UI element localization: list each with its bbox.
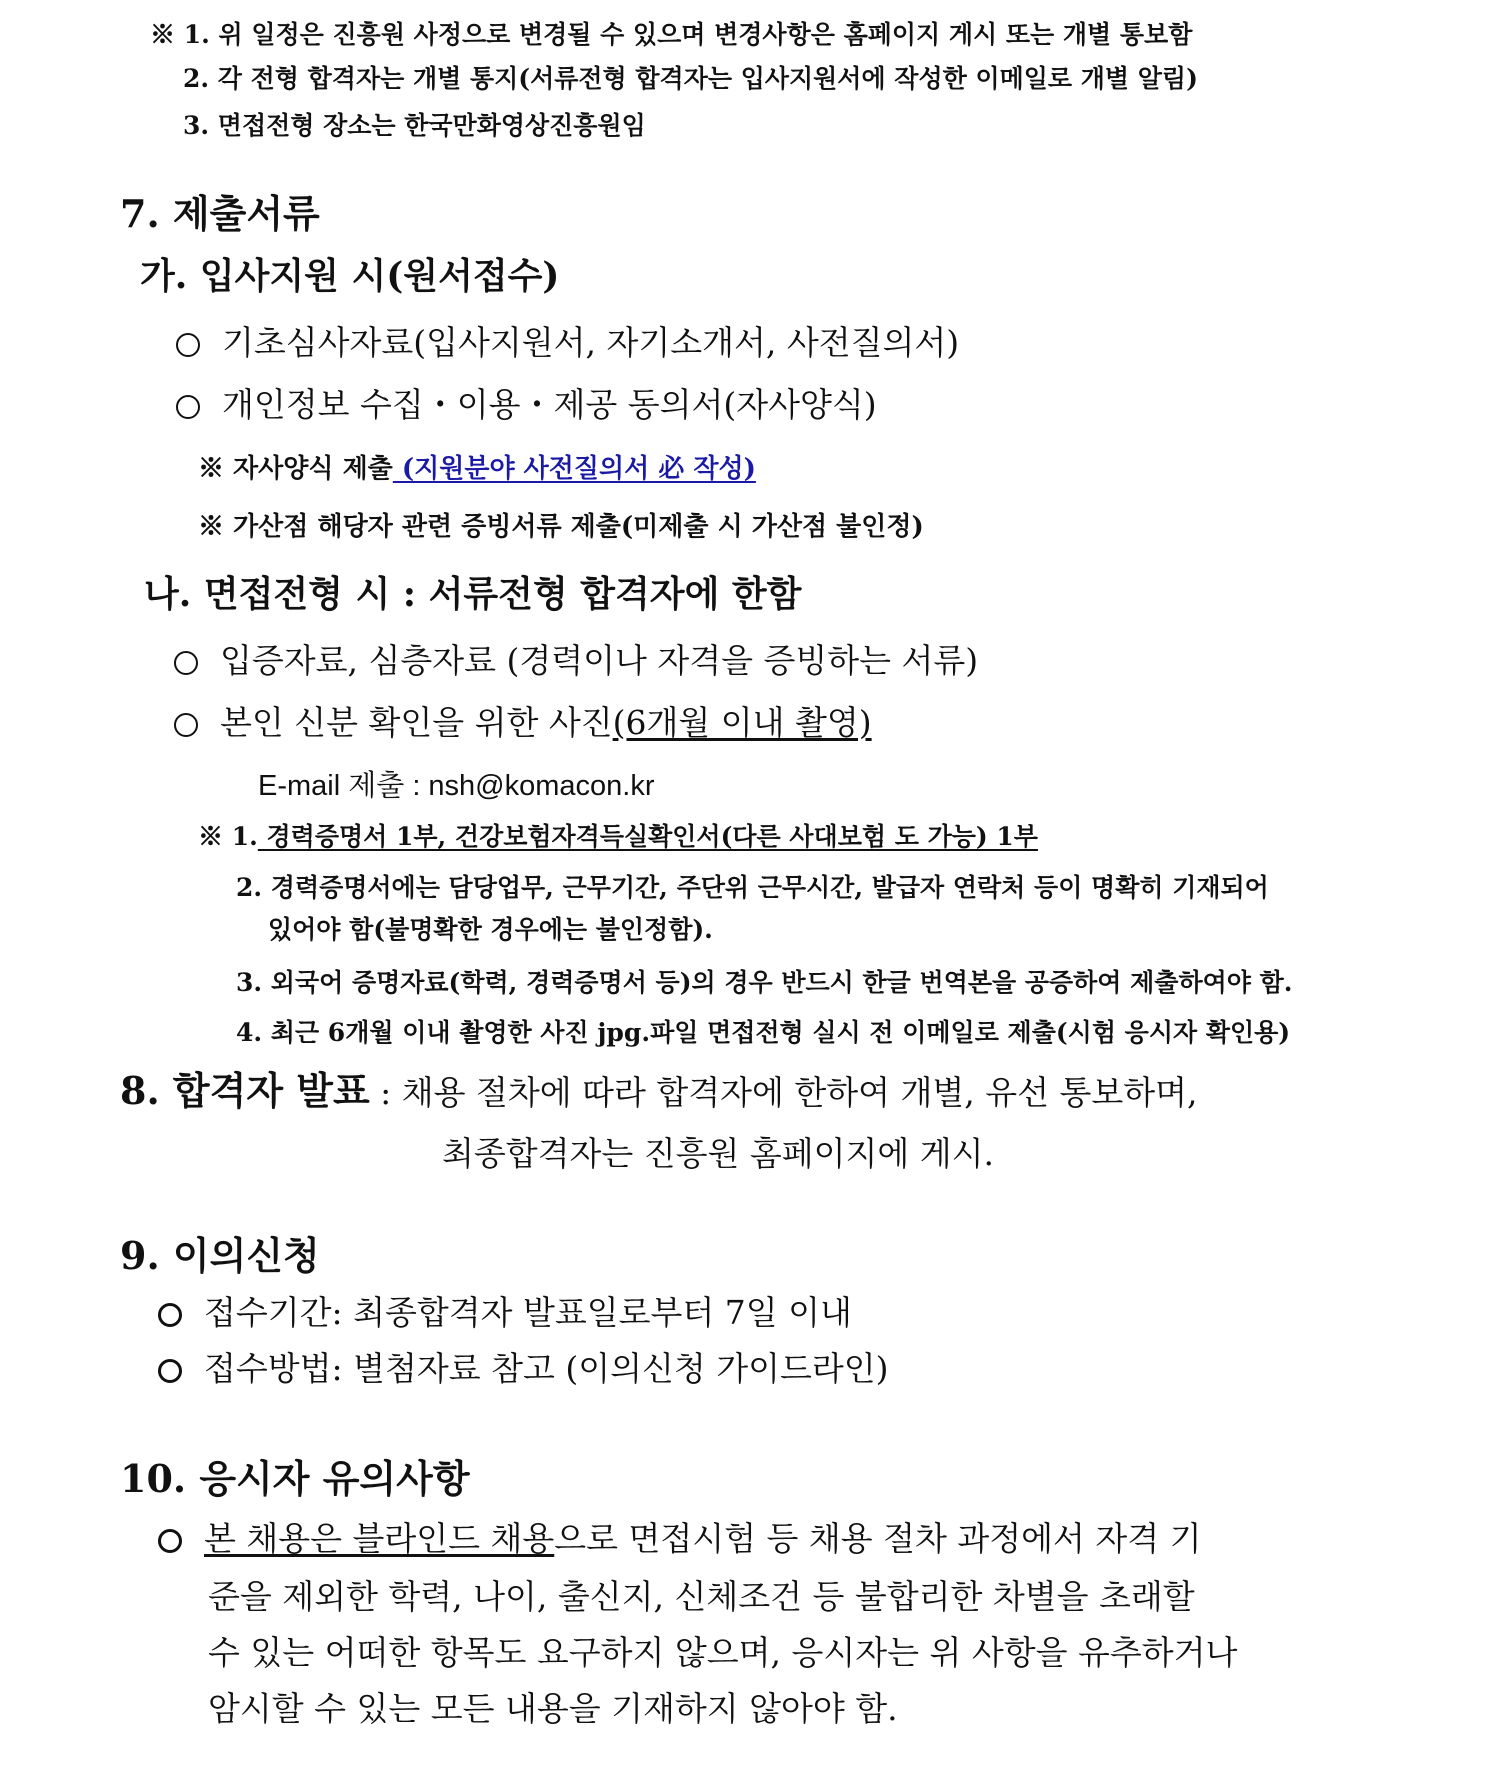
section-7b-title: 나. 면접전형 시 : 서류전형 합격자에 한함 xyxy=(144,573,802,615)
list-item: 접수기간: 최종합격자 발표일로부터 7일 이내 xyxy=(158,1296,852,1329)
list-item: 기초심사자료(입사지원서, 자기소개서, 사전질의서) xyxy=(176,326,959,359)
section-8: 8. 합격자 발표 : 채용 절차에 따라 합격자에 한하여 개별, 유선 통보하며, xyxy=(120,1068,1198,1113)
notice-line-3: 3. 면접전형 장소는 한국만화영상진흥원임 xyxy=(183,111,646,140)
circle-bullet-icon xyxy=(158,1359,182,1383)
circle-bullet-icon xyxy=(174,651,198,675)
section-8-title: 8. 합격자 발표 xyxy=(120,1068,370,1113)
notice-line-2: 2. 각 전형 합격자는 개별 통지(서류전형 합격자는 입사지원서에 작성한 이메일로 개별 알림) xyxy=(183,64,1198,93)
list-item: 본인 신분 확인을 위한 사진(6개월 이내 촬영) xyxy=(174,706,872,739)
section-7-title: 7. 제출서류 xyxy=(120,191,320,236)
list-item: 접수방법: 별첨자료 참고 (이의신청 가이드라인) xyxy=(158,1352,889,1385)
doc-note-2: 2. 경력증명서에는 담당업무, 근무기간, 주단위 근무시간, 발급자 연락처 등이 명확히 기재되어 xyxy=(236,873,1269,902)
section-7a-title: 가. 입사지원 시(원서접수) xyxy=(140,255,560,297)
section-10-text-2: 준을 제외한 학력, 나이, 출신지, 신체조건 등 불합리한 차별을 초래할 xyxy=(208,1577,1195,1616)
email-submission: E-mail 제출 : nsh@komacon.kr xyxy=(258,770,655,802)
section-10-text-3: 수 있는 어떠한 항목도 요구하지 않으며, 응시자는 위 사항을 유추하거나 xyxy=(208,1633,1238,1672)
circle-bullet-icon xyxy=(158,1529,182,1553)
circle-bullet-icon xyxy=(176,395,200,419)
section-10-text-1: 본 채용은 블라인드 채용으로 면접시험 등 채용 절차 과정에서 자격 기 xyxy=(158,1522,1201,1555)
section-9-title: 9. 이의신청 xyxy=(120,1233,320,1278)
list-item: 개인정보 수집・이용・제공 동의서(자사양식) xyxy=(176,388,877,421)
section-10-title: 10. 응시자 유의사항 xyxy=(120,1456,470,1501)
notice-line-1: ※ 1. 위 일정은 진흥원 사정으로 변경될 수 있으며 변경사항은 홈페이지 게시 또는 개별 통보함 xyxy=(150,20,1193,49)
circle-bullet-icon xyxy=(158,1303,182,1327)
list-item: 입증자료, 심층자료 (경력이나 자격을 증빙하는 서류) xyxy=(174,644,978,677)
note-bonus-points: ※ 가산점 해당자 관련 증빙서류 제출(미제출 시 가산점 불인정) xyxy=(198,512,924,542)
doc-note-2-cont: 있어야 함(불명확한 경우에는 불인정함). xyxy=(268,915,713,944)
section-8-text: 채용 절차에 따라 합격자에 한하여 개별, 유선 통보하며, xyxy=(401,1073,1198,1112)
note-form-submit: ※ 자사양식 제출 (지원분야 사전질의서 必 작성) xyxy=(198,454,756,484)
link-questionnaire[interactable]: (지원분야 사전질의서 必 작성) xyxy=(392,454,756,484)
doc-note-4: 4. 최근 6개월 이내 촬영한 사진 jpg.파일 면접전형 실시 전 이메일로 제출(시험 응시자 확인용) xyxy=(236,1018,1291,1047)
circle-bullet-icon xyxy=(176,333,200,357)
doc-note-1: ※ 1. 경력증명서 1부, 건강보험자격득실확인서(다른 사대보험 도 가능) 1부 xyxy=(198,822,1038,851)
section-10-text-4: 암시할 수 있는 모든 내용을 기재하지 않아야 함. xyxy=(208,1689,898,1728)
section-8-text-2: 최종합격자는 진흥원 홈페이지에 게시. xyxy=(442,1134,995,1173)
circle-bullet-icon xyxy=(174,713,198,737)
doc-note-3: 3. 외국어 증명자료(학력, 경력증명서 등)의 경우 반드시 한글 번역본을 공증하여 제출하여야 함. xyxy=(236,968,1293,997)
